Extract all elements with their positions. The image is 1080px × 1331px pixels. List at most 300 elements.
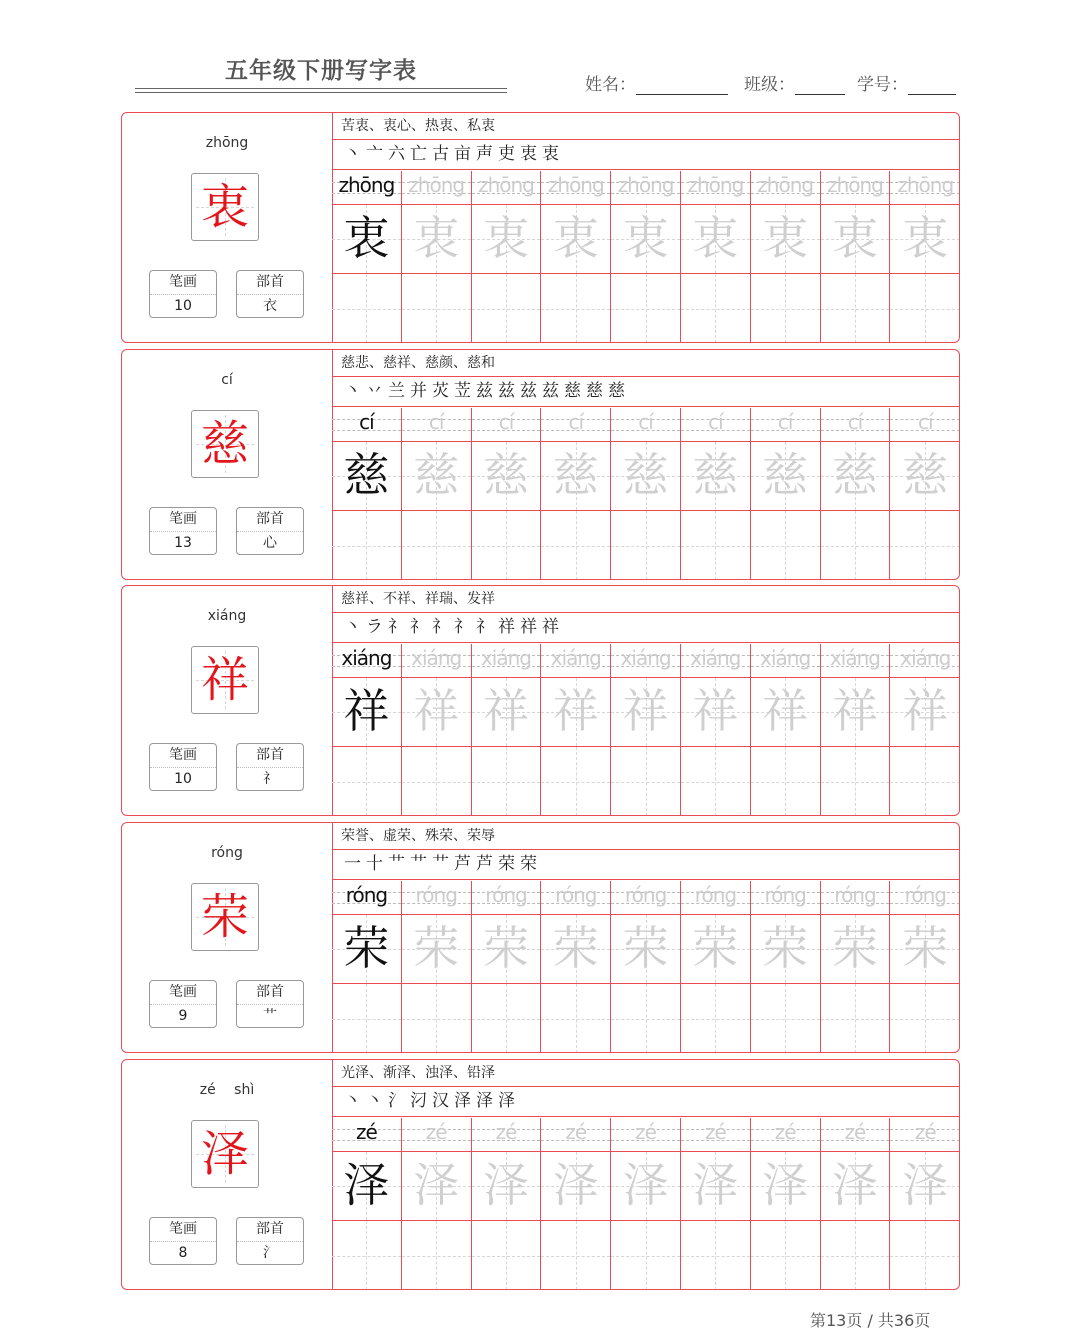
stroke-step: 汉	[432, 1091, 451, 1111]
stroke-count-value: 8	[178, 1245, 188, 1261]
stroke-step: 衷	[542, 144, 561, 164]
stroke-count-label: 笔画	[150, 271, 216, 295]
pinyin-trace: zé	[704, 1120, 726, 1144]
char-trace-cell[interactable]	[821, 205, 891, 274]
char-trace-cell[interactable]	[611, 205, 681, 274]
radical-value: 艹	[263, 1008, 277, 1024]
character-card	[121, 822, 960, 1053]
char-trace: 荣	[343, 921, 390, 975]
stroke-step: 芦	[454, 854, 473, 874]
pinyin-trace: xiáng	[480, 646, 531, 670]
char-trace: 衷	[343, 211, 390, 265]
pinyin-trace: xiáng	[829, 646, 880, 670]
char-trace: 衷	[692, 211, 739, 265]
pinyin-trace: cí	[917, 410, 933, 434]
large-char-box	[191, 646, 259, 714]
blank-writing-cell[interactable]	[890, 274, 960, 343]
char-info-panel	[122, 350, 333, 579]
radical-box	[236, 743, 304, 791]
pinyin-trace: cí	[428, 410, 444, 434]
char-trace-cell[interactable]	[402, 205, 472, 274]
pinyin-cell	[821, 644, 891, 678]
pinyin-cell	[751, 644, 821, 678]
char-row	[332, 678, 960, 747]
char-trace-cell[interactable]	[681, 678, 751, 747]
stroke-step: 苂	[432, 381, 451, 401]
pinyin-main: cí	[221, 372, 233, 388]
pinyin-trace: zhōng	[617, 173, 674, 197]
radical-label: 部首	[237, 744, 303, 768]
pinyin-label	[122, 608, 332, 624]
practice-panel	[332, 1060, 959, 1289]
char-trace-cell[interactable]	[681, 442, 751, 511]
blank-writing-cell[interactable]	[332, 274, 402, 343]
blank-writing-cell[interactable]	[472, 984, 542, 1053]
blank-writing-cell[interactable]	[541, 747, 611, 816]
char-trace-cell[interactable]	[332, 915, 402, 984]
blank-writing-cell[interactable]	[472, 274, 542, 343]
pinyin-cell	[611, 171, 681, 205]
blank-writing-cell[interactable]	[402, 274, 472, 343]
pinyin-trace: róng	[904, 883, 946, 907]
blank-writing-cell[interactable]	[611, 984, 681, 1053]
blank-writing-cell[interactable]	[611, 1221, 681, 1290]
stroke-count-value: 9	[178, 1008, 188, 1024]
blank-writing-cell[interactable]	[332, 1221, 402, 1290]
char-trace: 祥	[482, 684, 529, 738]
character-card	[121, 112, 960, 343]
word-list: 慈悲、慈祥、慈颜、慈和	[332, 350, 959, 377]
pinyin-trace: róng	[764, 883, 806, 907]
blank-writing-cell[interactable]	[890, 984, 960, 1053]
pinyin-main: zé	[199, 1082, 216, 1098]
char-trace: 祥	[552, 684, 599, 738]
class-field	[744, 70, 845, 95]
pinyin-cell	[681, 408, 751, 442]
blank-writing-cell[interactable]	[472, 747, 542, 816]
char-trace: 衷	[413, 211, 460, 265]
char-trace-cell[interactable]	[541, 1152, 611, 1221]
char-trace: 荣	[413, 921, 460, 975]
char-trace-cell[interactable]	[611, 678, 681, 747]
char-trace: 泽	[413, 1158, 460, 1212]
pinyin-trace: zé	[355, 1120, 377, 1144]
stroke-step: 兹	[542, 381, 561, 401]
pinyin-cell	[541, 1118, 611, 1152]
stroke-step: 礻	[476, 617, 495, 637]
pinyin-main: zhōng	[205, 135, 249, 151]
pinyin-trace: xiáng	[620, 646, 671, 670]
pinyin-cell	[541, 408, 611, 442]
char-trace-cell[interactable]	[611, 915, 681, 984]
char-trace-cell[interactable]	[472, 442, 542, 511]
char-trace-cell[interactable]	[472, 678, 542, 747]
stroke-count-label: 笔画	[150, 981, 216, 1005]
pinyin-main: róng	[211, 845, 243, 861]
char-trace: 泽	[622, 1158, 669, 1212]
pinyin-trace: róng	[624, 883, 667, 907]
pinyin-cell	[472, 644, 542, 678]
pinyin-trace: zé	[914, 1120, 936, 1144]
char-trace: 泽	[552, 1158, 599, 1212]
stroke-count-box	[149, 1217, 217, 1265]
pinyin-label	[122, 372, 332, 388]
stroke-step: 芦	[476, 854, 495, 874]
char-trace: 慈	[762, 448, 809, 502]
char-trace-cell[interactable]	[402, 442, 472, 511]
char-trace-cell[interactable]	[541, 678, 611, 747]
id-field	[857, 70, 956, 95]
character-card	[121, 1059, 960, 1290]
pinyin-trace: zhōng	[827, 173, 883, 197]
character-card	[121, 349, 960, 580]
char-trace: 慈	[482, 448, 529, 502]
pinyin-cell	[751, 1118, 821, 1152]
char-trace: 泽	[343, 1158, 390, 1212]
blank-writing-cell[interactable]	[890, 1221, 960, 1290]
char-row	[332, 1152, 960, 1221]
blank-writing-cell[interactable]	[402, 984, 472, 1053]
char-trace-cell[interactable]	[472, 915, 542, 984]
pinyin-cell	[611, 408, 681, 442]
blank-writing-cell[interactable]	[890, 747, 960, 816]
word-list: 荣誉、虚荣、殊荣、荣辱	[332, 823, 959, 850]
blank-writing-cell[interactable]	[611, 747, 681, 816]
stroke-order	[332, 139, 959, 170]
stroke-step: 汈	[410, 1091, 429, 1111]
char-row	[332, 442, 960, 511]
stroke-count-label: 笔画	[150, 744, 216, 768]
blank-row	[332, 747, 960, 816]
char-trace-cell[interactable]	[751, 915, 821, 984]
char-trace-cell[interactable]	[751, 678, 821, 747]
char-trace-cell[interactable]	[821, 442, 891, 511]
pinyin-trace: cí	[708, 410, 723, 434]
char-trace-cell[interactable]	[541, 205, 611, 274]
char-trace: 泽	[482, 1158, 529, 1212]
pinyin-cell	[541, 881, 611, 915]
char-trace: 慈	[622, 448, 669, 502]
char-trace-cell[interactable]	[681, 915, 751, 984]
char-trace: 泽	[831, 1158, 878, 1212]
stroke-order	[332, 849, 959, 880]
pinyin-cell	[472, 881, 542, 915]
char-trace: 衷	[482, 211, 529, 265]
stroke-order	[332, 1086, 959, 1117]
char-trace: 祥	[343, 684, 390, 738]
char-trace-cell[interactable]	[611, 1152, 681, 1221]
blank-writing-cell[interactable]	[332, 511, 402, 580]
pinyin-trace: zhōng	[408, 173, 465, 197]
char-trace-cell[interactable]	[681, 205, 751, 274]
pinyin-trace: róng	[694, 883, 737, 907]
blank-writing-cell[interactable]	[402, 1221, 472, 1290]
pinyin-trace: róng	[485, 883, 527, 907]
stroke-step: 亩	[454, 144, 473, 164]
blank-writing-cell[interactable]	[541, 511, 611, 580]
radical-box	[236, 270, 304, 318]
pinyin-cell	[332, 408, 402, 442]
stroke-count-label: 笔画	[150, 1218, 216, 1242]
large-char: 荣	[200, 889, 249, 945]
blank-writing-cell[interactable]	[402, 747, 472, 816]
pinyin-cell	[332, 171, 402, 205]
char-trace: 祥	[831, 684, 878, 738]
char-trace-cell[interactable]	[821, 678, 891, 747]
char-trace: 慈	[552, 448, 599, 502]
char-trace: 荣	[552, 921, 599, 975]
practice-panel	[332, 823, 959, 1052]
char-trace-cell[interactable]	[332, 205, 402, 274]
blank-writing-cell[interactable]	[821, 274, 891, 343]
pinyin-row	[332, 171, 960, 205]
stroke-step: 慈	[608, 381, 627, 401]
blank-writing-cell[interactable]	[541, 984, 611, 1053]
id-label: 学号：	[857, 75, 908, 95]
char-trace: 荣	[482, 921, 529, 975]
blank-row	[332, 511, 960, 580]
char-trace: 衷	[762, 211, 809, 265]
class-blank[interactable]	[795, 76, 845, 95]
stroke-step: 艹	[388, 854, 407, 874]
blank-writing-cell[interactable]	[751, 1221, 821, 1290]
id-blank[interactable]	[908, 76, 956, 95]
char-trace: 衷	[831, 211, 878, 265]
pinyin-row	[332, 1118, 960, 1152]
blank-writing-cell[interactable]	[541, 1221, 611, 1290]
character-card	[121, 585, 960, 816]
blank-writing-cell[interactable]	[611, 274, 681, 343]
large-char-box	[191, 1120, 259, 1188]
stroke-step: 荣	[520, 854, 539, 874]
char-trace-cell[interactable]	[890, 442, 960, 511]
char-trace-cell[interactable]	[890, 678, 960, 747]
char-row	[332, 205, 960, 274]
char-trace: 慈	[343, 448, 390, 502]
char-trace-cell[interactable]	[681, 1152, 751, 1221]
stroke-step: 亡	[410, 144, 429, 164]
stroke-order	[332, 376, 959, 407]
radical-value: 衣	[263, 298, 277, 314]
pinyin-trace: xiáng	[760, 646, 811, 670]
pinyin-trace: zé	[425, 1120, 447, 1144]
char-trace-cell[interactable]	[890, 205, 960, 274]
pinyin-trace: xiáng	[900, 646, 951, 670]
pinyin-cell	[821, 171, 891, 205]
stroke-step: 亠	[366, 144, 385, 164]
char-trace-cell[interactable]	[611, 442, 681, 511]
stroke-step: 兹	[476, 381, 495, 401]
char-trace-cell[interactable]	[402, 915, 472, 984]
pinyin-trace: cí	[777, 410, 793, 434]
pinyin-cell	[681, 881, 751, 915]
pinyin-trace: zé	[844, 1120, 866, 1144]
pinyin-cell	[402, 881, 472, 915]
pinyin-cell	[681, 644, 751, 678]
radical-box	[236, 1217, 304, 1265]
blank-writing-cell[interactable]	[611, 511, 681, 580]
char-trace-cell[interactable]	[332, 1152, 402, 1221]
pinyin-trace: zé	[635, 1120, 656, 1144]
stroke-count-value: 10	[174, 771, 192, 787]
pinyin-row	[332, 408, 960, 442]
stroke-step: 丶	[344, 1091, 363, 1111]
pinyin-trace: xiáng	[341, 646, 392, 670]
pinyin-cell	[890, 408, 960, 442]
blank-writing-cell[interactable]	[751, 747, 821, 816]
char-trace-cell[interactable]	[332, 678, 402, 747]
pinyin-cell	[332, 881, 402, 915]
blank-writing-cell[interactable]	[681, 984, 751, 1053]
char-trace-cell[interactable]	[890, 1152, 960, 1221]
radical-label: 部首	[237, 1218, 303, 1242]
blank-writing-cell[interactable]	[472, 1221, 542, 1290]
blank-writing-cell[interactable]	[332, 984, 402, 1053]
stroke-step: 祥	[542, 617, 561, 637]
char-trace: 衷	[622, 211, 669, 265]
char-trace: 荣	[692, 921, 739, 975]
pinyin-cell	[611, 644, 681, 678]
stroke-step: 兹	[498, 381, 517, 401]
practice-panel	[332, 586, 959, 815]
pinyin-trace: zhōng	[897, 173, 954, 197]
blank-writing-cell[interactable]	[472, 511, 542, 580]
stroke-count-box	[149, 743, 217, 791]
pinyin-cell	[541, 171, 611, 205]
pinyin-cell	[472, 408, 542, 442]
char-trace-cell[interactable]	[890, 915, 960, 984]
char-trace-cell[interactable]	[472, 1152, 542, 1221]
blank-writing-cell[interactable]	[821, 984, 891, 1053]
stroke-step: 泽	[498, 1091, 517, 1111]
blank-row	[332, 984, 960, 1053]
pinyin-trace: cí	[498, 410, 514, 434]
pinyin-cell	[751, 408, 821, 442]
pinyin-trace: zhōng	[338, 173, 395, 197]
pinyin-trace: róng	[834, 883, 876, 907]
stroke-step: 慈	[564, 381, 583, 401]
stroke-step: 泽	[476, 1091, 495, 1111]
name-field	[585, 70, 728, 95]
blank-writing-cell[interactable]	[821, 511, 891, 580]
word-list: 光泽、渐泽、浊泽、铅泽	[332, 1060, 959, 1087]
char-trace: 泽	[762, 1158, 809, 1212]
char-trace-cell[interactable]	[821, 1152, 891, 1221]
char-trace: 慈	[902, 448, 949, 502]
char-trace-cell[interactable]	[751, 205, 821, 274]
pinyin-cell	[472, 1118, 542, 1152]
stroke-step: 十	[366, 854, 385, 874]
char-trace: 祥	[692, 684, 739, 738]
blank-writing-cell[interactable]	[890, 511, 960, 580]
stroke-count-box	[149, 507, 217, 555]
char-trace-cell[interactable]	[402, 1152, 472, 1221]
title-underline	[135, 88, 507, 89]
title-underline-2	[135, 92, 507, 93]
large-char: 祥	[200, 652, 249, 708]
char-trace: 荣	[902, 921, 949, 975]
char-row	[332, 915, 960, 984]
stroke-count-value: 13	[174, 535, 192, 551]
pinyin-cell	[332, 1118, 402, 1152]
blank-writing-cell[interactable]	[402, 511, 472, 580]
char-trace-cell[interactable]	[821, 915, 891, 984]
blank-writing-cell[interactable]	[541, 274, 611, 343]
pinyin-trace: zhōng	[687, 173, 744, 197]
char-info-panel	[122, 823, 333, 1052]
pinyin-trace: róng	[415, 883, 457, 907]
large-char: 泽	[200, 1126, 249, 1182]
pinyin-trace: xiáng	[550, 646, 601, 670]
name-blank[interactable]	[636, 76, 728, 95]
stroke-step: 六	[388, 144, 407, 164]
char-trace: 祥	[413, 684, 460, 738]
stroke-step: 丷	[366, 381, 385, 401]
stroke-step: 吏	[498, 144, 517, 164]
stroke-step: 丶	[366, 1091, 385, 1111]
pinyin-trace: róng	[345, 883, 388, 907]
practice-panel	[332, 350, 959, 579]
pinyin-trace: zé	[495, 1120, 517, 1144]
blank-writing-cell[interactable]	[821, 747, 891, 816]
blank-writing-cell[interactable]	[751, 274, 821, 343]
stroke-step: 一	[344, 854, 363, 874]
stroke-step: 并	[410, 381, 429, 401]
pinyin-cell	[611, 881, 681, 915]
pinyin-label	[122, 135, 332, 151]
char-trace-cell[interactable]	[751, 1152, 821, 1221]
stroke-step: 苙	[454, 381, 473, 401]
pinyin-label	[122, 1082, 332, 1098]
char-trace-cell[interactable]	[402, 678, 472, 747]
char-trace-cell[interactable]	[472, 205, 542, 274]
char-trace-cell[interactable]	[541, 915, 611, 984]
radical-label: 部首	[237, 981, 303, 1005]
stroke-step: 氵	[388, 1091, 407, 1111]
page-number: 第13页 / 共36页	[810, 1311, 931, 1330]
blank-writing-cell[interactable]	[681, 274, 751, 343]
large-char-box	[191, 883, 259, 951]
stroke-step: 丶	[344, 617, 363, 637]
blank-writing-cell[interactable]	[681, 747, 751, 816]
blank-writing-cell[interactable]	[821, 1221, 891, 1290]
stroke-step: 艹	[432, 854, 451, 874]
pinyin-cell	[890, 644, 960, 678]
radical-value: 心	[263, 535, 277, 551]
pinyin-alt: shì	[234, 1082, 255, 1098]
char-trace: 祥	[902, 684, 949, 738]
char-trace: 泽	[692, 1158, 739, 1212]
blank-writing-cell[interactable]	[751, 984, 821, 1053]
large-char-box	[191, 410, 259, 478]
char-trace-cell[interactable]	[541, 442, 611, 511]
radical-value: 氵	[263, 1245, 277, 1261]
stroke-step: 兰	[388, 381, 407, 401]
pinyin-trace: zé	[565, 1120, 587, 1144]
blank-writing-cell[interactable]	[681, 1221, 751, 1290]
blank-writing-cell[interactable]	[681, 511, 751, 580]
char-trace-cell[interactable]	[332, 442, 402, 511]
pinyin-label	[122, 845, 332, 861]
radical-value: 礻	[263, 771, 277, 787]
char-trace-cell[interactable]	[751, 442, 821, 511]
pinyin-cell	[472, 171, 542, 205]
blank-writing-cell[interactable]	[751, 511, 821, 580]
pinyin-cell	[402, 408, 472, 442]
char-trace: 慈	[692, 448, 739, 502]
blank-writing-cell[interactable]	[332, 747, 402, 816]
word-list: 苦衷、衷心、热衷、私衷	[332, 113, 959, 140]
